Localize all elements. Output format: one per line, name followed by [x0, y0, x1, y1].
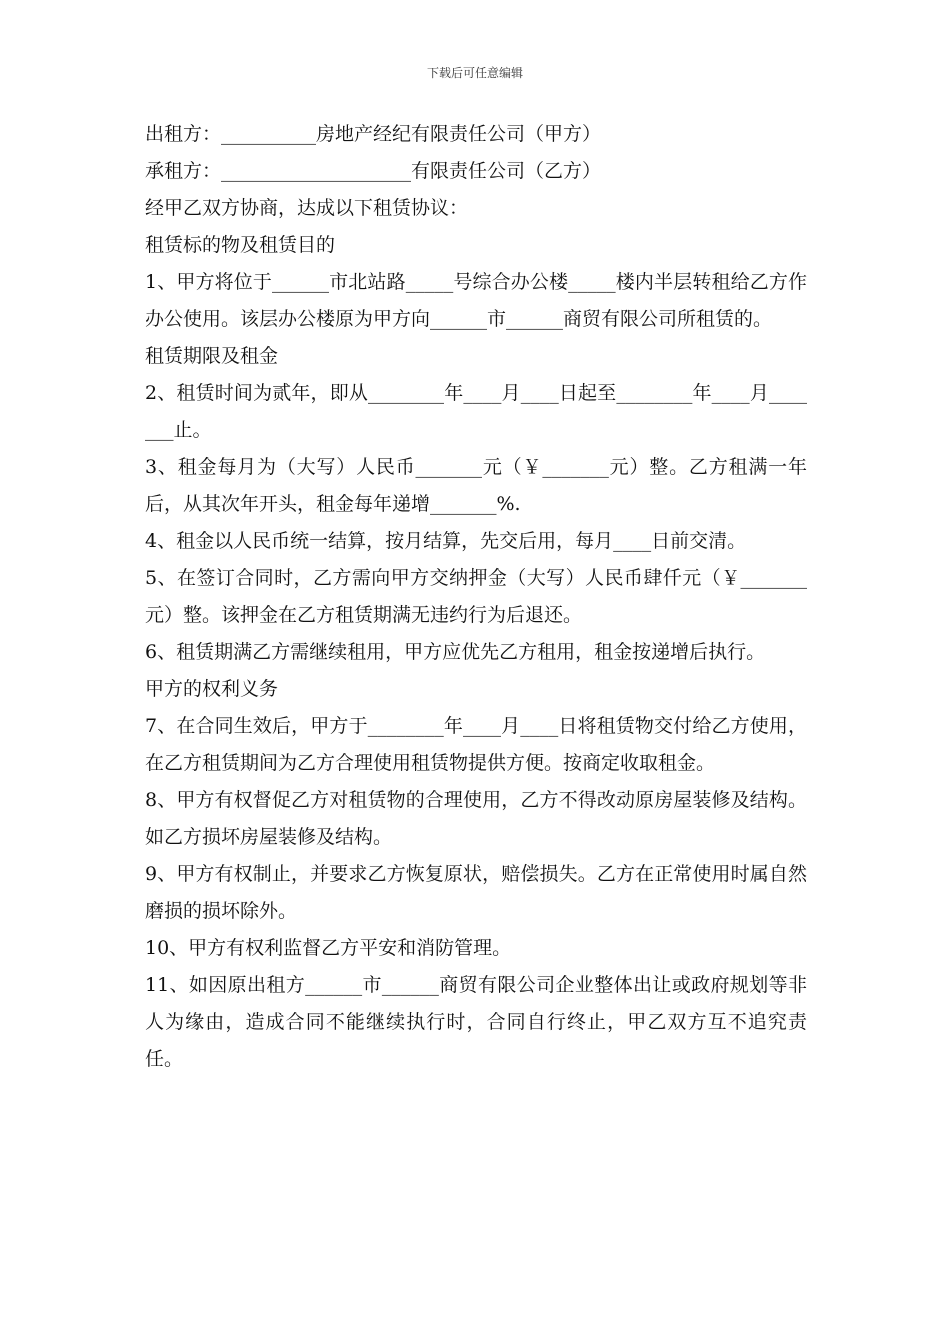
page-header-note: 下载后可任意编辑: [426, 66, 523, 80]
clause-6: 6、租赁期满乙方需继续租用，甲方应优先乙方租用，租金按递增后执行。: [145, 641, 766, 663]
clause-4: 4、租金以人民币统一结算，按月结算，先交后用，每月____日前交清。: [145, 530, 747, 552]
agreement-intro: 经甲乙双方协商，达成以下租赁协议：: [145, 197, 469, 219]
section-heading-term-rent: 租赁期限及租金: [145, 345, 279, 367]
clause-2: 2、租赁时间为贰年，即从________年____月____日起至________年____月_______止。: [145, 382, 807, 441]
lessor-line: 出租方：__________房地产经纪有限责任公司（甲方）: [145, 123, 602, 145]
clause-3: 3、租金每月为（大写）人民币_______元（￥_______元）整。乙方租满一年后，从其次年开头，租金每年递增_______%.: [145, 456, 807, 515]
clause-1: 1、甲方将位于______市北站路_____号综合办公楼_____楼内半层转租给乙方作办公使用。该层办公楼原为甲方向______市______商贸有限公司所租赁的。: [145, 271, 807, 330]
clause-5: 5、在签订合同时，乙方需向甲方交纳押金（大写）人民币肆仟元（￥_______元）整。该押金在乙方租赁期满无违约行为后退还。: [145, 567, 807, 626]
clause-9: 9、甲方有权制止，并要求乙方恢复原状，赔偿损失。乙方在正常使用时属自然磨损的损坏除外。: [145, 863, 807, 922]
section-heading-lessor-rights: 甲方的权利义务: [145, 678, 279, 700]
clause-10: 10、甲方有权利监督乙方平安和消防管理。: [145, 937, 512, 959]
clause-11: 11、如因原出租方______市______商贸有限公司企业整体出让或政府规划等非人为缘由，造成合同不能继续执行时，合同自行终止，甲乙双方互不追究责任。: [145, 974, 807, 1070]
clause-8: 8、甲方有权督促乙方对租赁物的合理使用，乙方不得改动原房屋装修及结构。如乙方损坏房屋装修及结构。: [145, 789, 807, 848]
lessee-line: 承租方：____________________有限责任公司（乙方）: [145, 160, 602, 182]
section-heading-subject: 租赁标的物及租赁目的: [145, 234, 336, 256]
document-body: [145, 116, 807, 1078]
clause-7: 7、在合同生效后，甲方于________年____月____日将租赁物交付给乙方使用，在乙方租赁期间为乙方合理使用租赁物提供方便。按商定收取租金。: [145, 715, 807, 774]
